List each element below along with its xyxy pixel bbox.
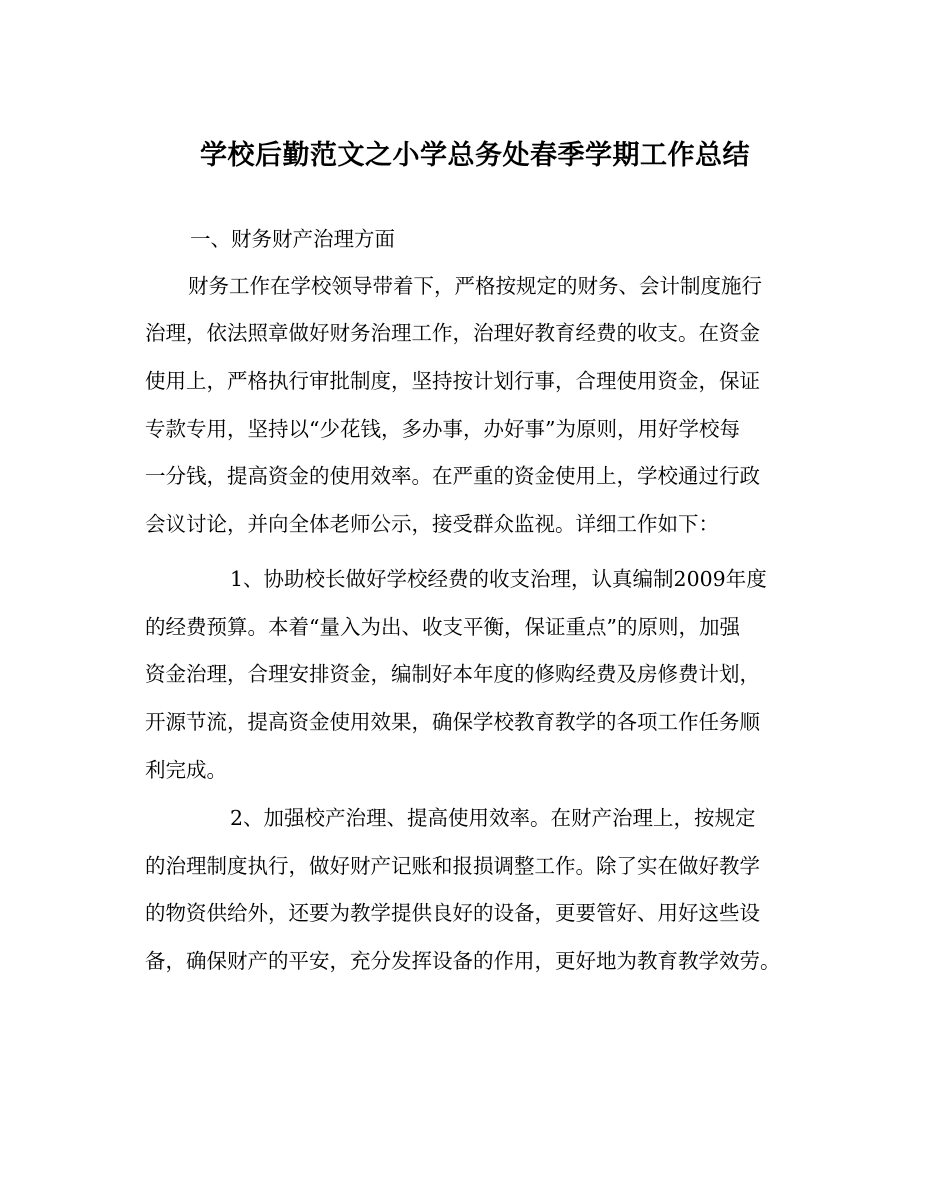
- paragraph-1-line-4: 专款专用，坚持以“少花钱，多办事，办好事”为原则，用好学校每: [145, 417, 740, 441]
- item-1-line-5: 利完成。: [145, 758, 227, 782]
- item-1-line-2: 的经费预算。本着“量入为出、收支平衡，保证重点”的原则，加强: [145, 615, 740, 639]
- document-title: 学校后勤范文之小学总务处春季学期工作总结: [200, 140, 750, 171]
- item-2-line-1: 2、加强校产治理、提高使用效率。在财产治理上，按规定: [230, 806, 756, 830]
- item-2-line-2: 的治理制度执行，做好财产记账和报损调整工作。除了实在做好教学: [145, 854, 760, 878]
- item-1-line-4: 开源节流，提高资金使用效果，确保学校教育教学的各项工作任务顺: [145, 710, 760, 734]
- paragraph-1-line-6: 会议讨论，并向全体老师公示，接受群众监视。详细工作如下：: [145, 512, 719, 536]
- paragraph-1-line-5: 一分钱，提高资金的使用效率。在严重的资金使用上，学校通过行政: [145, 464, 760, 488]
- item-1-line-3: 资金治理，合理安排资金，编制好本年度的修购经费及房修费计划，: [145, 662, 760, 686]
- paragraph-1-line-3: 使用上，严格执行审批制度，坚持按计划行事，合理使用资金，保证: [145, 369, 760, 393]
- item-1-line-1: 1、协助校长做好学校经费的收支治理，认真编制2009年度: [230, 567, 767, 591]
- paragraph-1-line-1: 财务工作在学校领导带着下，严格按规定的财务、会计制度施行: [188, 274, 762, 298]
- paragraph-1-line-2: 治理，依法照章做好财务治理工作，治理好教育经费的收支。在资金: [145, 321, 760, 345]
- section-heading: 一、财务财产治理方面: [190, 227, 395, 251]
- item-2-line-4: 备，确保财产的平安，充分发挥设备的作用，更好地为教育教学效劳。: [145, 949, 781, 973]
- item-2-line-3: 的物资供给外，还要为教学提供良好的设备，更要管好、用好这些设: [145, 901, 760, 925]
